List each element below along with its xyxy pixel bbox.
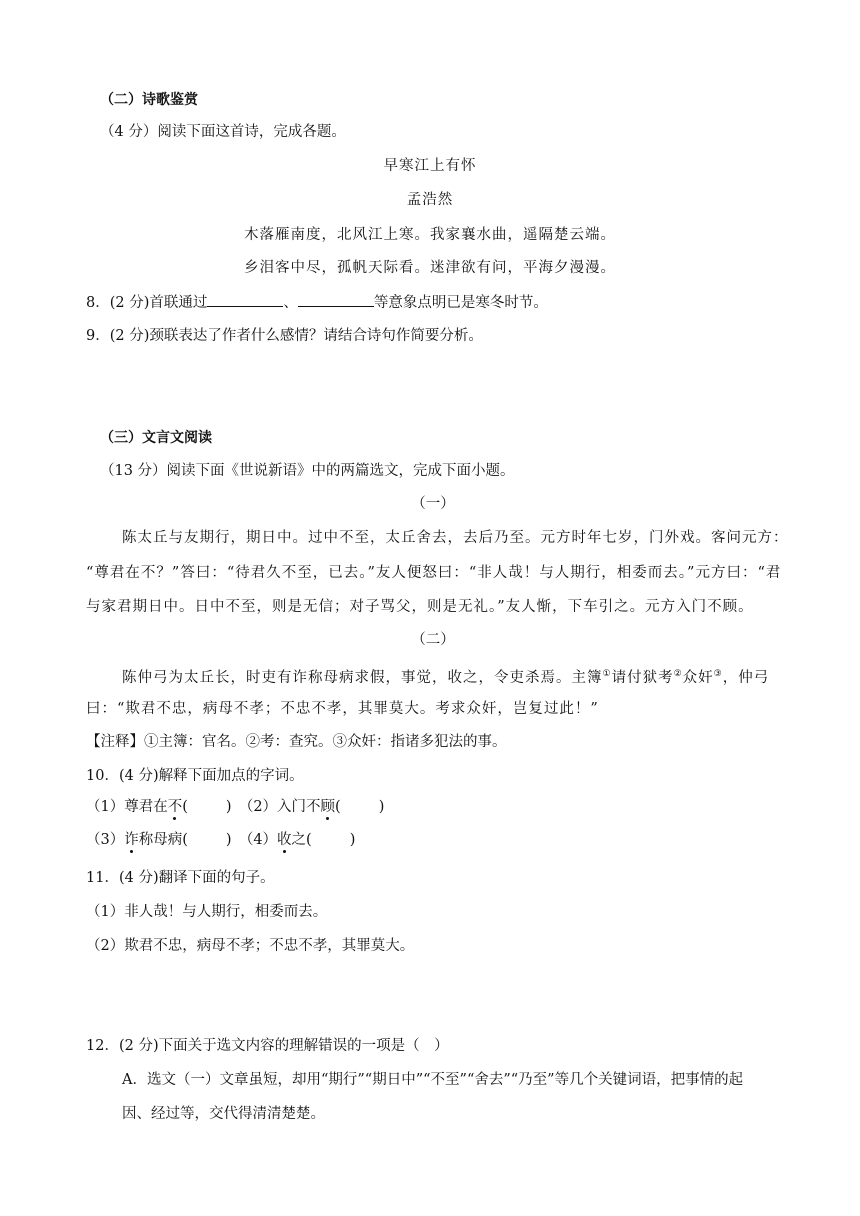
footnote-ref-3: ③	[713, 669, 723, 679]
q10-2-dotted-char: 顾	[320, 799, 336, 815]
poem-line-1: 木落雁南度，北风江上寒。我家襄水曲，遥隔楚云端。	[244, 227, 616, 243]
poetry-intro: （4 分）阅读下面这首诗，完成各题。	[100, 124, 346, 140]
poem-line-2: 乡泪客中尽，孤帆天际看。迷津欲有问，平海夕漫漫。	[244, 260, 616, 276]
passage-2-text-c: 众奸	[682, 669, 714, 686]
q10-3-text: 称母病(	[138, 832, 188, 848]
passage-2-label-text: （二）	[411, 632, 455, 648]
answer-blank-2[interactable]	[298, 292, 374, 307]
question-10-row-2	[86, 830, 355, 850]
question-11-item-1: （1）非人哉！与人期行，相委而去。	[86, 904, 328, 920]
q10-2-close-paren: )	[378, 799, 385, 815]
answer-blank-1[interactable]	[207, 292, 283, 307]
passage-1-line-1: 陈太丘与友期行，期日中。过中不至，太丘舍去，去后乃至。元方时年七岁，门外戏。客问元方：	[122, 530, 789, 546]
passage-2-label	[0, 630, 860, 650]
question-9: 9．(2 分)颈联表达了作者什么感情？请结合诗句作简要分析。	[86, 328, 483, 344]
q10-2-text: ) （2）入门不	[225, 799, 321, 815]
question-8	[86, 292, 548, 313]
q10-3-prefix: （3）	[86, 832, 125, 848]
question-12-option-a-line-2: 因、经过等，交代得清清楚楚。	[122, 1106, 325, 1122]
passage-2-text-b: 请付狱考	[611, 669, 674, 686]
question-10-row-1	[86, 797, 384, 817]
passage-2-text-d: ，仲弓	[722, 669, 770, 686]
passage-2-line-2: 曰：“欺君不忠，病母不孝；不忠不孝，其罪莫大。考求众奸，岂复过此！”	[86, 701, 599, 717]
q10-4-dotted-char: 收	[277, 832, 292, 848]
question-12: 12．(2 分)下面关于选文内容的理解错误的一项是（ ）	[86, 1038, 449, 1054]
question-10: 10．(4 分)解释下面加点的字词。	[86, 768, 304, 784]
passage-2-line-1	[122, 664, 769, 688]
poem-title: 早寒江上有怀	[383, 158, 477, 174]
passage-2-text-a: 陈仲弓为太丘长，时吏有诈称母病求假，事觉，收之，令吏杀焉。主簿	[122, 669, 603, 686]
q10-3-dotted-char: 诈	[124, 832, 139, 848]
passage-1-label	[0, 494, 860, 514]
question-11-item-2: （2）欺君不忠，病母不孝；不忠不孝，其罪莫大。	[86, 938, 415, 954]
question-11: 11．(4 分)翻译下面的句子。	[86, 870, 275, 886]
annotation-note: 【注释】①主簿：官名。②考：查究。③众奸：指诸多犯法的事。	[86, 734, 507, 750]
question-8-prefix: 8．(2 分)首联通过	[86, 295, 208, 311]
q10-1-text: （1）尊君在	[86, 799, 168, 815]
passage-1-line-2: “尊君在不？”答曰：“待君久不至，已去。”友人便怒曰：“非人哉！与人期行，相委而去。”元方曰：“君	[86, 565, 782, 581]
question-12-option-a-line-1: A．选文（一）文章虽短，却用“期行”“期日中”“不至”“舍去”“乃至”等几个关键词语，把事情的起	[122, 1072, 744, 1088]
passage-1-label-text: （一）	[411, 496, 455, 512]
poem-author: 孟浩然	[406, 192, 454, 208]
q10-4-open-paren: 之(	[291, 832, 312, 848]
q10-4-close-paren: )	[349, 832, 356, 848]
q10-1-dotted-char: 不	[167, 799, 183, 815]
footnote-ref-1: ①	[602, 669, 612, 679]
question-8-separator: 、	[283, 295, 298, 311]
q10-4-text: ) （4）	[225, 832, 278, 848]
question-8-suffix: 等意象点明已是寒冬时节。	[373, 295, 548, 311]
section-heading-poetry: （二）诗歌鉴赏	[100, 92, 198, 108]
passage-1-line-3: 与家君期日中。日中不至，则是无信；对子骂父，则是无礼。”友人惭，下车引之。元方入门不顾。	[86, 599, 754, 615]
q10-1-open-paren: (	[182, 799, 188, 815]
footnote-ref-2: ②	[673, 669, 683, 679]
classical-intro: （13 分）阅读下面《世说新语》中的两篇选文，完成下面小题。	[100, 463, 515, 479]
q10-2-open-paren: (	[335, 799, 341, 815]
section-heading-classical: （三）文言文阅读	[100, 430, 212, 446]
